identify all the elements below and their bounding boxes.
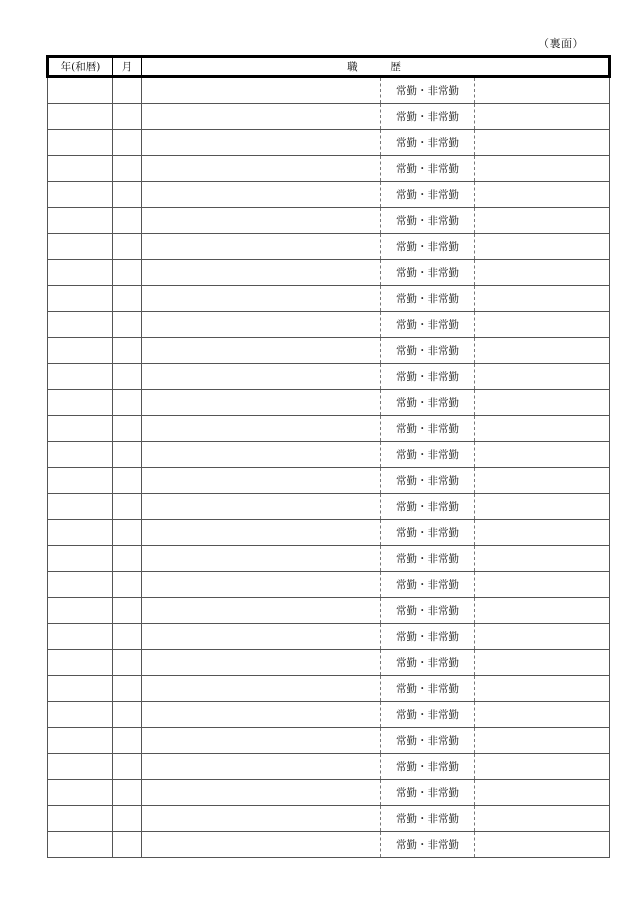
header-career-left: 職 xyxy=(347,61,360,73)
header-year: 年(和暦) xyxy=(48,57,113,77)
career-description-cell[interactable] xyxy=(142,338,381,364)
year-cell[interactable] xyxy=(48,338,113,364)
note-cell[interactable] xyxy=(475,650,610,676)
table-row xyxy=(48,832,610,858)
table-header xyxy=(48,57,610,77)
career-description-cell[interactable] xyxy=(142,520,381,546)
table-row xyxy=(48,234,610,260)
year-cell[interactable] xyxy=(48,260,113,286)
note-cell[interactable] xyxy=(475,77,610,104)
employment-type-option[interactable]: 常勤・非常勤 xyxy=(381,494,475,520)
employment-type-option[interactable]: 常勤・非常勤 xyxy=(381,520,475,546)
career-description-cell[interactable] xyxy=(142,780,381,806)
table-body xyxy=(48,77,610,858)
career-description-cell[interactable] xyxy=(142,156,381,182)
career-description-cell[interactable] xyxy=(142,442,381,468)
month-cell[interactable] xyxy=(113,234,142,260)
table-row xyxy=(48,364,610,390)
table-row xyxy=(48,754,610,780)
note-cell[interactable] xyxy=(475,104,610,130)
employment-type-option[interactable]: 常勤・非常勤 xyxy=(381,780,475,806)
table-row xyxy=(48,728,610,754)
career-description-cell[interactable] xyxy=(142,468,381,494)
year-cell[interactable] xyxy=(48,77,113,104)
year-cell[interactable] xyxy=(48,364,113,390)
year-cell[interactable] xyxy=(48,468,113,494)
year-cell[interactable] xyxy=(48,390,113,416)
table-row xyxy=(48,77,610,104)
note-cell[interactable] xyxy=(475,832,610,858)
employment-type-option[interactable]: 常勤・非常勤 xyxy=(381,728,475,754)
note-cell[interactable] xyxy=(475,390,610,416)
career-description-cell[interactable] xyxy=(142,390,381,416)
table-row xyxy=(48,208,610,234)
table-row xyxy=(48,416,610,442)
month-cell[interactable] xyxy=(113,650,142,676)
year-cell[interactable] xyxy=(48,104,113,130)
career-description-cell[interactable] xyxy=(142,676,381,702)
note-cell[interactable] xyxy=(475,598,610,624)
career-description-cell[interactable] xyxy=(142,312,381,338)
employment-type-option[interactable]: 常勤・非常勤 xyxy=(381,702,475,728)
career-description-cell[interactable] xyxy=(142,260,381,286)
year-cell[interactable] xyxy=(48,702,113,728)
employment-type-option[interactable]: 常勤・非常勤 xyxy=(381,442,475,468)
table-row xyxy=(48,494,610,520)
table-row xyxy=(48,468,610,494)
employment-type-option[interactable]: 常勤・非常勤 xyxy=(381,546,475,572)
note-cell[interactable] xyxy=(475,312,610,338)
career-description-cell[interactable] xyxy=(142,494,381,520)
employment-type-option[interactable]: 常勤・非常勤 xyxy=(381,260,475,286)
year-cell[interactable] xyxy=(48,520,113,546)
year-cell[interactable] xyxy=(48,754,113,780)
year-cell[interactable] xyxy=(48,728,113,754)
table-row xyxy=(48,520,610,546)
table-row xyxy=(48,312,610,338)
year-cell[interactable] xyxy=(48,624,113,650)
employment-type-option[interactable]: 常勤・非常勤 xyxy=(381,832,475,858)
table-row xyxy=(48,806,610,832)
career-description-cell[interactable] xyxy=(142,754,381,780)
employment-type-option[interactable]: 常勤・非常勤 xyxy=(381,104,475,130)
table-row xyxy=(48,702,610,728)
employment-type-option[interactable]: 常勤・非常勤 xyxy=(381,208,475,234)
year-cell[interactable] xyxy=(48,442,113,468)
month-cell[interactable] xyxy=(113,442,142,468)
month-cell[interactable] xyxy=(113,572,142,598)
year-cell[interactable] xyxy=(48,572,113,598)
year-cell[interactable] xyxy=(48,156,113,182)
year-cell[interactable] xyxy=(48,546,113,572)
month-cell[interactable] xyxy=(113,676,142,702)
month-cell[interactable] xyxy=(113,130,142,156)
month-cell[interactable] xyxy=(113,598,142,624)
page-side-label: （裏面） xyxy=(538,37,584,50)
note-cell[interactable] xyxy=(475,442,610,468)
year-cell[interactable] xyxy=(48,286,113,312)
table-row xyxy=(48,286,610,312)
career-description-cell[interactable] xyxy=(142,702,381,728)
table-row xyxy=(48,156,610,182)
employment-type-option[interactable]: 常勤・非常勤 xyxy=(381,806,475,832)
month-cell[interactable] xyxy=(113,390,142,416)
note-cell[interactable] xyxy=(475,572,610,598)
note-cell[interactable] xyxy=(475,546,610,572)
table-row xyxy=(48,338,610,364)
month-cell[interactable] xyxy=(113,702,142,728)
year-cell[interactable] xyxy=(48,130,113,156)
note-cell[interactable] xyxy=(475,182,610,208)
year-cell[interactable] xyxy=(48,208,113,234)
table-row xyxy=(48,104,610,130)
note-cell[interactable] xyxy=(475,130,610,156)
employment-type-option[interactable]: 常勤・非常勤 xyxy=(381,754,475,780)
table-row xyxy=(48,260,610,286)
table-row xyxy=(48,130,610,156)
month-cell[interactable] xyxy=(113,494,142,520)
career-history-form xyxy=(46,55,608,858)
month-cell[interactable] xyxy=(113,312,142,338)
employment-type-option[interactable]: 常勤・非常勤 xyxy=(381,572,475,598)
table-row xyxy=(48,650,610,676)
career-description-cell[interactable] xyxy=(142,598,381,624)
career-description-cell[interactable] xyxy=(142,624,381,650)
employment-type-option[interactable]: 常勤・非常勤 xyxy=(381,416,475,442)
career-description-cell[interactable] xyxy=(142,182,381,208)
note-cell[interactable] xyxy=(475,780,610,806)
note-cell[interactable] xyxy=(475,520,610,546)
note-cell[interactable] xyxy=(475,468,610,494)
note-cell[interactable] xyxy=(475,416,610,442)
career-description-cell[interactable] xyxy=(142,208,381,234)
career-description-cell[interactable] xyxy=(142,130,381,156)
career-description-cell[interactable] xyxy=(142,104,381,130)
month-cell[interactable] xyxy=(113,520,142,546)
career-description-cell[interactable] xyxy=(142,546,381,572)
career-description-cell[interactable] xyxy=(142,728,381,754)
note-cell[interactable] xyxy=(475,728,610,754)
table-row xyxy=(48,598,610,624)
month-cell[interactable] xyxy=(113,286,142,312)
career-description-cell[interactable] xyxy=(142,364,381,390)
table-row xyxy=(48,780,610,806)
month-cell[interactable] xyxy=(113,208,142,234)
note-cell[interactable] xyxy=(475,676,610,702)
note-cell[interactable] xyxy=(475,494,610,520)
employment-type-option[interactable]: 常勤・非常勤 xyxy=(381,338,475,364)
note-cell[interactable] xyxy=(475,702,610,728)
note-cell[interactable] xyxy=(475,754,610,780)
employment-type-option[interactable]: 常勤・非常勤 xyxy=(381,624,475,650)
month-cell[interactable] xyxy=(113,182,142,208)
note-cell[interactable] xyxy=(475,364,610,390)
year-cell[interactable] xyxy=(48,780,113,806)
employment-type-option[interactable]: 常勤・非常勤 xyxy=(381,650,475,676)
employment-type-option[interactable]: 常勤・非常勤 xyxy=(381,156,475,182)
month-cell[interactable] xyxy=(113,468,142,494)
month-cell[interactable] xyxy=(113,832,142,858)
note-cell[interactable] xyxy=(475,234,610,260)
career-description-cell[interactable] xyxy=(142,806,381,832)
note-cell[interactable] xyxy=(475,624,610,650)
table-row xyxy=(48,442,610,468)
employment-type-option[interactable]: 常勤・非常勤 xyxy=(381,130,475,156)
career-description-cell[interactable] xyxy=(142,77,381,104)
career-description-cell[interactable] xyxy=(142,234,381,260)
note-cell[interactable] xyxy=(475,806,610,832)
year-cell[interactable] xyxy=(48,312,113,338)
year-cell[interactable] xyxy=(48,832,113,858)
note-cell[interactable] xyxy=(475,208,610,234)
year-cell[interactable] xyxy=(48,234,113,260)
table-row xyxy=(48,676,610,702)
table-row xyxy=(48,390,610,416)
employment-type-option[interactable]: 常勤・非常勤 xyxy=(381,390,475,416)
year-cell[interactable] xyxy=(48,806,113,832)
note-cell[interactable] xyxy=(475,156,610,182)
table-row xyxy=(48,182,610,208)
employment-type-option[interactable]: 常勤・非常勤 xyxy=(381,312,475,338)
month-cell[interactable] xyxy=(113,260,142,286)
employment-type-option[interactable]: 常勤・非常勤 xyxy=(381,598,475,624)
month-cell[interactable] xyxy=(113,364,142,390)
month-cell[interactable] xyxy=(113,416,142,442)
month-cell[interactable] xyxy=(113,624,142,650)
month-cell[interactable] xyxy=(113,104,142,130)
header-career-right: 歴 xyxy=(390,61,403,73)
header-career xyxy=(142,57,610,77)
table-row xyxy=(48,546,610,572)
table-row xyxy=(48,624,610,650)
month-cell[interactable] xyxy=(113,156,142,182)
employment-type-option[interactable]: 常勤・非常勤 xyxy=(381,77,475,104)
year-cell[interactable] xyxy=(48,598,113,624)
year-cell[interactable] xyxy=(48,650,113,676)
employment-type-option[interactable]: 常勤・非常勤 xyxy=(381,676,475,702)
career-description-cell[interactable] xyxy=(142,832,381,858)
career-description-cell[interactable] xyxy=(142,572,381,598)
note-cell[interactable] xyxy=(475,286,610,312)
note-cell[interactable] xyxy=(475,338,610,364)
month-cell[interactable] xyxy=(113,77,142,104)
month-cell[interactable] xyxy=(113,780,142,806)
header-month: 月 xyxy=(113,57,142,77)
year-cell[interactable] xyxy=(48,416,113,442)
employment-type-option[interactable]: 常勤・非常勤 xyxy=(381,468,475,494)
employment-type-option[interactable]: 常勤・非常勤 xyxy=(381,182,475,208)
header-row xyxy=(48,57,610,77)
employment-type-option[interactable]: 常勤・非常勤 xyxy=(381,286,475,312)
month-cell[interactable] xyxy=(113,728,142,754)
table-row xyxy=(48,572,610,598)
year-cell[interactable] xyxy=(48,676,113,702)
month-cell[interactable] xyxy=(113,754,142,780)
career-history-table xyxy=(46,55,611,858)
employment-type-option[interactable]: 常勤・非常勤 xyxy=(381,234,475,260)
month-cell[interactable] xyxy=(113,546,142,572)
career-description-cell[interactable] xyxy=(142,650,381,676)
year-cell[interactable] xyxy=(48,494,113,520)
month-cell[interactable] xyxy=(113,806,142,832)
employment-type-option[interactable]: 常勤・非常勤 xyxy=(381,364,475,390)
career-description-cell[interactable] xyxy=(142,416,381,442)
career-description-cell[interactable] xyxy=(142,286,381,312)
year-cell[interactable] xyxy=(48,182,113,208)
month-cell[interactable] xyxy=(113,338,142,364)
note-cell[interactable] xyxy=(475,260,610,286)
